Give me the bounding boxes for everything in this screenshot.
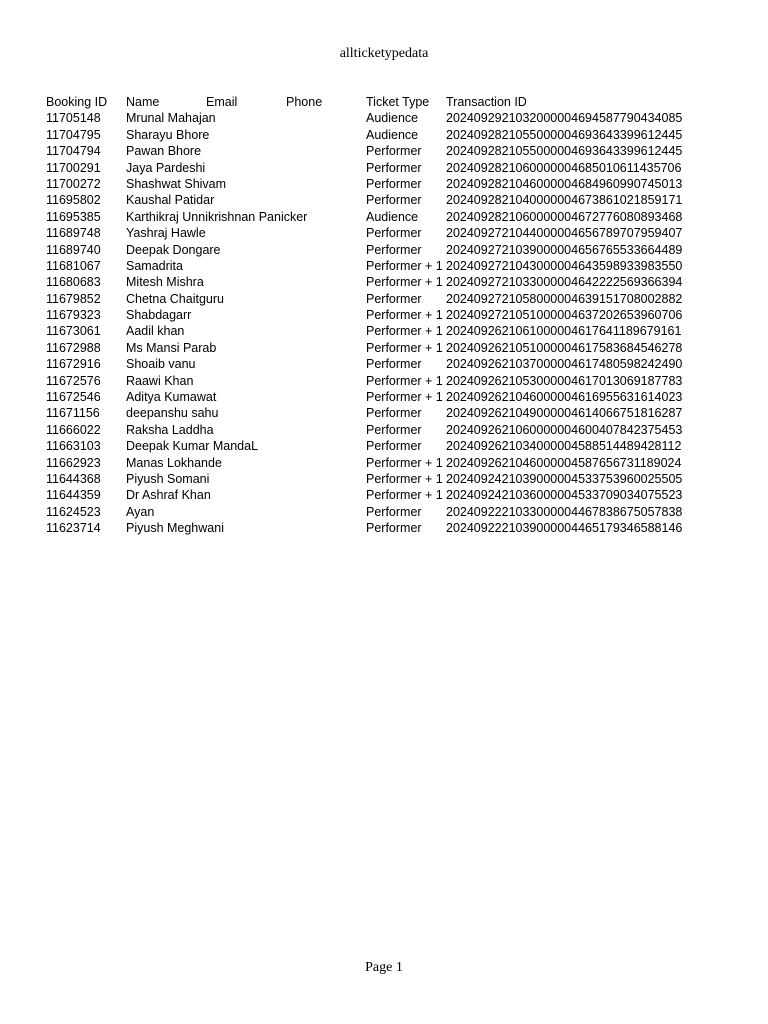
- header-ticket-type: Ticket Type: [366, 95, 430, 109]
- cell-name: Shashwat Shivam: [126, 176, 227, 191]
- cell-ticket-type: Performer: [366, 176, 422, 191]
- cell-booking-id: 11695385: [46, 209, 101, 224]
- cell-email: [206, 176, 286, 192]
- cell-phone: [286, 323, 366, 339]
- table-row: [46, 455, 686, 471]
- cell-email: [206, 356, 286, 372]
- cell-booking-id: 11623714: [46, 521, 101, 536]
- cell-transaction-id: 2024092821046000004684960990745013: [446, 176, 683, 191]
- cell-booking-id: 11673061: [46, 324, 101, 339]
- cell-ticket-type: Audience: [366, 111, 419, 126]
- cell-ticket-type: Performer: [366, 242, 422, 257]
- cell-name: deepanshu sahu: [126, 406, 219, 421]
- cell-phone: [286, 373, 366, 389]
- cell-booking-id: 11689748: [46, 226, 101, 241]
- cell-booking-id: 11679852: [46, 291, 101, 306]
- cell-name: Deepak Kumar MandaL: [126, 439, 259, 454]
- cell-ticket-type: Performer: [366, 439, 422, 454]
- table-row: [46, 520, 686, 536]
- table-row: [46, 225, 686, 241]
- cell-email: [206, 291, 286, 307]
- cell-phone: [286, 520, 366, 536]
- cell-name: Manas Lokhande: [126, 455, 222, 470]
- cell-transaction-id: 2024092421036000004533709034075523: [446, 488, 683, 503]
- cell-name: Karthikraj Unnikrishnan Panicker: [126, 209, 308, 224]
- table-row: [46, 242, 686, 258]
- cell-name: Piyush Meghwani: [126, 521, 224, 536]
- cell-name: Raksha Laddha: [126, 422, 214, 437]
- cell-ticket-type: Audience: [366, 127, 419, 142]
- cell-booking-id: 11671156: [46, 406, 100, 421]
- cell-phone: [286, 209, 366, 225]
- header-transaction-id: Transaction ID: [446, 95, 527, 109]
- cell-name: Ms Mansi Parab: [126, 340, 217, 355]
- table-row: [46, 356, 686, 372]
- cell-ticket-type: Performer + 1: [366, 324, 443, 339]
- booking-table: [46, 94, 686, 537]
- cell-phone: [286, 405, 366, 421]
- cell-ticket-type: Performer: [366, 521, 422, 536]
- cell-ticket-type: Performer: [366, 406, 422, 421]
- cell-email: [206, 192, 286, 208]
- cell-phone: [286, 192, 366, 208]
- cell-email: [206, 110, 286, 126]
- cell-booking-id: 11672988: [46, 340, 101, 355]
- cell-ticket-type: Performer: [366, 193, 422, 208]
- table-row: [46, 389, 686, 405]
- cell-email: [206, 127, 286, 143]
- cell-transaction-id: 2024092621046000004587656731189024: [446, 455, 682, 470]
- cell-transaction-id: 2024092721043000004643598933983550: [446, 258, 683, 273]
- cell-email: [206, 242, 286, 258]
- header-email: Email: [206, 95, 238, 109]
- table-row: [46, 258, 686, 274]
- cell-phone: [286, 176, 366, 192]
- cell-booking-id: 11672916: [46, 357, 101, 372]
- cell-phone: [286, 471, 366, 487]
- cell-ticket-type: Performer: [366, 160, 422, 175]
- cell-name: Aditya Kumawat: [126, 390, 217, 405]
- cell-booking-id: 11704794: [46, 144, 101, 159]
- cell-name: Aadil khan: [126, 324, 185, 339]
- cell-booking-id: 11662923: [46, 455, 101, 470]
- cell-booking-id: 11689740: [46, 242, 101, 257]
- cell-booking-id: 11644359: [46, 488, 101, 503]
- cell-email: [206, 471, 286, 487]
- cell-email: [206, 143, 286, 159]
- cell-transaction-id: 2024092821055000004693643399612445: [446, 144, 683, 159]
- table-row: [46, 291, 686, 307]
- cell-email: [206, 405, 286, 421]
- cell-email: [206, 258, 286, 274]
- cell-email: [206, 323, 286, 339]
- cell-phone: [286, 143, 366, 159]
- table-row: [46, 307, 686, 323]
- cell-phone: [286, 422, 366, 438]
- cell-phone: [286, 487, 366, 503]
- header-name: Name: [126, 95, 160, 109]
- table-row: [46, 209, 686, 225]
- cell-transaction-id: 2024092621053000004617013069187783: [446, 373, 683, 388]
- cell-phone: [286, 291, 366, 307]
- cell-name: Mrunal Mahajan: [126, 111, 216, 126]
- cell-email: [206, 373, 286, 389]
- cell-booking-id: 11704795: [46, 127, 101, 142]
- cell-phone: [286, 274, 366, 290]
- cell-transaction-id: 2024092921032000004694587790434085: [446, 111, 683, 126]
- table-row: [46, 192, 686, 208]
- cell-transaction-id: 2024092621060000004600407842375453: [446, 422, 683, 437]
- cell-ticket-type: Performer: [366, 144, 422, 159]
- cell-booking-id: 11663103: [46, 439, 101, 454]
- cell-transaction-id: 2024092721044000004656789707959407: [446, 226, 683, 241]
- cell-name: Jaya Pardeshi: [126, 160, 206, 175]
- table-row: [46, 405, 686, 421]
- cell-phone: [286, 389, 366, 405]
- cell-transaction-id: 2024092621061000004617641189679161: [446, 324, 682, 339]
- cell-ticket-type: Performer: [366, 291, 422, 306]
- cell-ticket-type: Performer + 1: [366, 275, 443, 290]
- table-row: [46, 471, 686, 487]
- cell-ticket-type: Performer: [366, 357, 422, 372]
- cell-booking-id: 11644368: [46, 471, 101, 486]
- table-row: [46, 422, 686, 438]
- cell-ticket-type: Performer: [366, 422, 422, 437]
- cell-name: Chetna Chaitguru: [126, 291, 224, 306]
- cell-transaction-id: 2024092821040000004673861021859171: [446, 193, 683, 208]
- cell-transaction-id: 2024092621051000004617583684546278: [446, 340, 683, 355]
- cell-booking-id: 11679323: [46, 308, 101, 323]
- cell-email: [206, 340, 286, 356]
- cell-email: [206, 487, 286, 503]
- cell-booking-id: 11624523: [46, 504, 101, 519]
- cell-booking-id: 11680683: [46, 275, 101, 290]
- cell-email: [206, 160, 286, 176]
- cell-phone: [286, 160, 366, 176]
- cell-name: Piyush Somani: [126, 471, 210, 486]
- table-body: [46, 110, 686, 536]
- cell-name: Shoaib vanu: [126, 357, 196, 372]
- cell-name: Pawan Bhore: [126, 144, 202, 159]
- cell-email: [206, 520, 286, 536]
- cell-ticket-type: Performer + 1: [366, 488, 443, 503]
- table-row: [46, 504, 686, 520]
- cell-ticket-type: Performer + 1: [366, 258, 443, 273]
- table-row: [46, 274, 686, 290]
- cell-ticket-type: Audience: [366, 209, 419, 224]
- header-phone: Phone: [286, 95, 323, 109]
- cell-transaction-id: 2024092221033000004467838675057838: [446, 504, 683, 519]
- cell-ticket-type: Performer + 1: [366, 340, 443, 355]
- cell-email: [206, 389, 286, 405]
- cell-transaction-id: 2024092621037000004617480598242490: [446, 357, 683, 372]
- table-row: [46, 373, 686, 389]
- cell-phone: [286, 356, 366, 372]
- cell-booking-id: 11700291: [46, 160, 101, 175]
- cell-ticket-type: Performer + 1: [366, 308, 443, 323]
- cell-ticket-type: Performer + 1: [366, 390, 443, 405]
- cell-transaction-id: 2024092821055000004693643399612445: [446, 127, 683, 142]
- cell-booking-id: 11705148: [46, 111, 101, 126]
- cell-booking-id: 11672546: [46, 390, 101, 405]
- cell-phone: [286, 225, 366, 241]
- cell-booking-id: 11666022: [46, 422, 101, 437]
- cell-email: [206, 209, 286, 225]
- cell-transaction-id: 2024092221039000004465179346588146: [446, 521, 683, 536]
- cell-phone: [286, 340, 366, 356]
- cell-transaction-id: 2024092821060000004672776080893468: [446, 209, 683, 224]
- cell-email: [206, 504, 286, 520]
- document-title: allticketypedata: [339, 46, 429, 61]
- table-header-row: [46, 94, 686, 110]
- table-row: [46, 110, 686, 126]
- cell-transaction-id: 2024092621034000004588514489428112: [446, 439, 682, 454]
- table-row: [46, 487, 686, 503]
- cell-booking-id: 11681067: [46, 258, 101, 273]
- header-booking-id: Booking ID: [46, 95, 108, 109]
- table-row: [46, 340, 686, 356]
- cell-email: [206, 225, 286, 241]
- cell-booking-id: 11695802: [46, 193, 101, 208]
- cell-email: [206, 455, 286, 471]
- cell-transaction-id: 2024092421039000004533753960025505: [446, 471, 683, 486]
- cell-phone: [286, 127, 366, 143]
- cell-phone: [286, 455, 366, 471]
- cell-name: Raawi Khan: [126, 373, 194, 388]
- table-row: [46, 438, 686, 454]
- table-row: [46, 323, 686, 339]
- cell-phone: [286, 504, 366, 520]
- cell-transaction-id: 2024092721051000004637202653960706: [446, 308, 683, 323]
- cell-email: [206, 422, 286, 438]
- cell-name: Deepak Dongare: [126, 242, 221, 257]
- cell-transaction-id: 2024092721058000004639151708002882: [446, 291, 683, 306]
- cell-name: Samadrita: [126, 258, 183, 273]
- cell-name: Shabdagarr: [126, 308, 192, 323]
- cell-phone: [286, 438, 366, 454]
- page-number: Page 1: [365, 960, 403, 975]
- cell-phone: [286, 307, 366, 323]
- cell-name: Sharayu Bhore: [126, 127, 210, 142]
- cell-booking-id: 11672576: [46, 373, 101, 388]
- table-row: [46, 127, 686, 143]
- cell-ticket-type: Performer: [366, 226, 422, 241]
- table-row: [46, 143, 686, 159]
- table-row: [46, 160, 686, 176]
- cell-transaction-id: 2024092721033000004642222569366394: [446, 275, 683, 290]
- cell-ticket-type: Performer: [366, 504, 422, 519]
- cell-ticket-type: Performer + 1: [366, 373, 443, 388]
- cell-ticket-type: Performer + 1: [366, 455, 443, 470]
- cell-name: Mitesh Mishra: [126, 275, 204, 290]
- cell-transaction-id: 2024092721039000004656765533664489: [446, 242, 683, 257]
- cell-name: Ayan: [126, 504, 155, 519]
- cell-name: Dr Ashraf Khan: [126, 488, 211, 503]
- cell-transaction-id: 2024092621049000004614066751816287: [446, 406, 683, 421]
- cell-transaction-id: 2024092821060000004685010611435706: [446, 160, 682, 175]
- cell-name: Yashraj Hawle: [126, 226, 206, 241]
- cell-ticket-type: Performer + 1: [366, 471, 443, 486]
- cell-phone: [286, 258, 366, 274]
- cell-phone: [286, 110, 366, 126]
- cell-booking-id: 11700272: [46, 176, 101, 191]
- cell-email: [206, 438, 286, 454]
- cell-email: [206, 307, 286, 323]
- cell-phone: [286, 242, 366, 258]
- table-row: [46, 176, 686, 192]
- cell-transaction-id: 2024092621046000004616955631614023: [446, 390, 683, 405]
- cell-email: [206, 274, 286, 290]
- cell-name: Kaushal Patidar: [126, 193, 215, 208]
